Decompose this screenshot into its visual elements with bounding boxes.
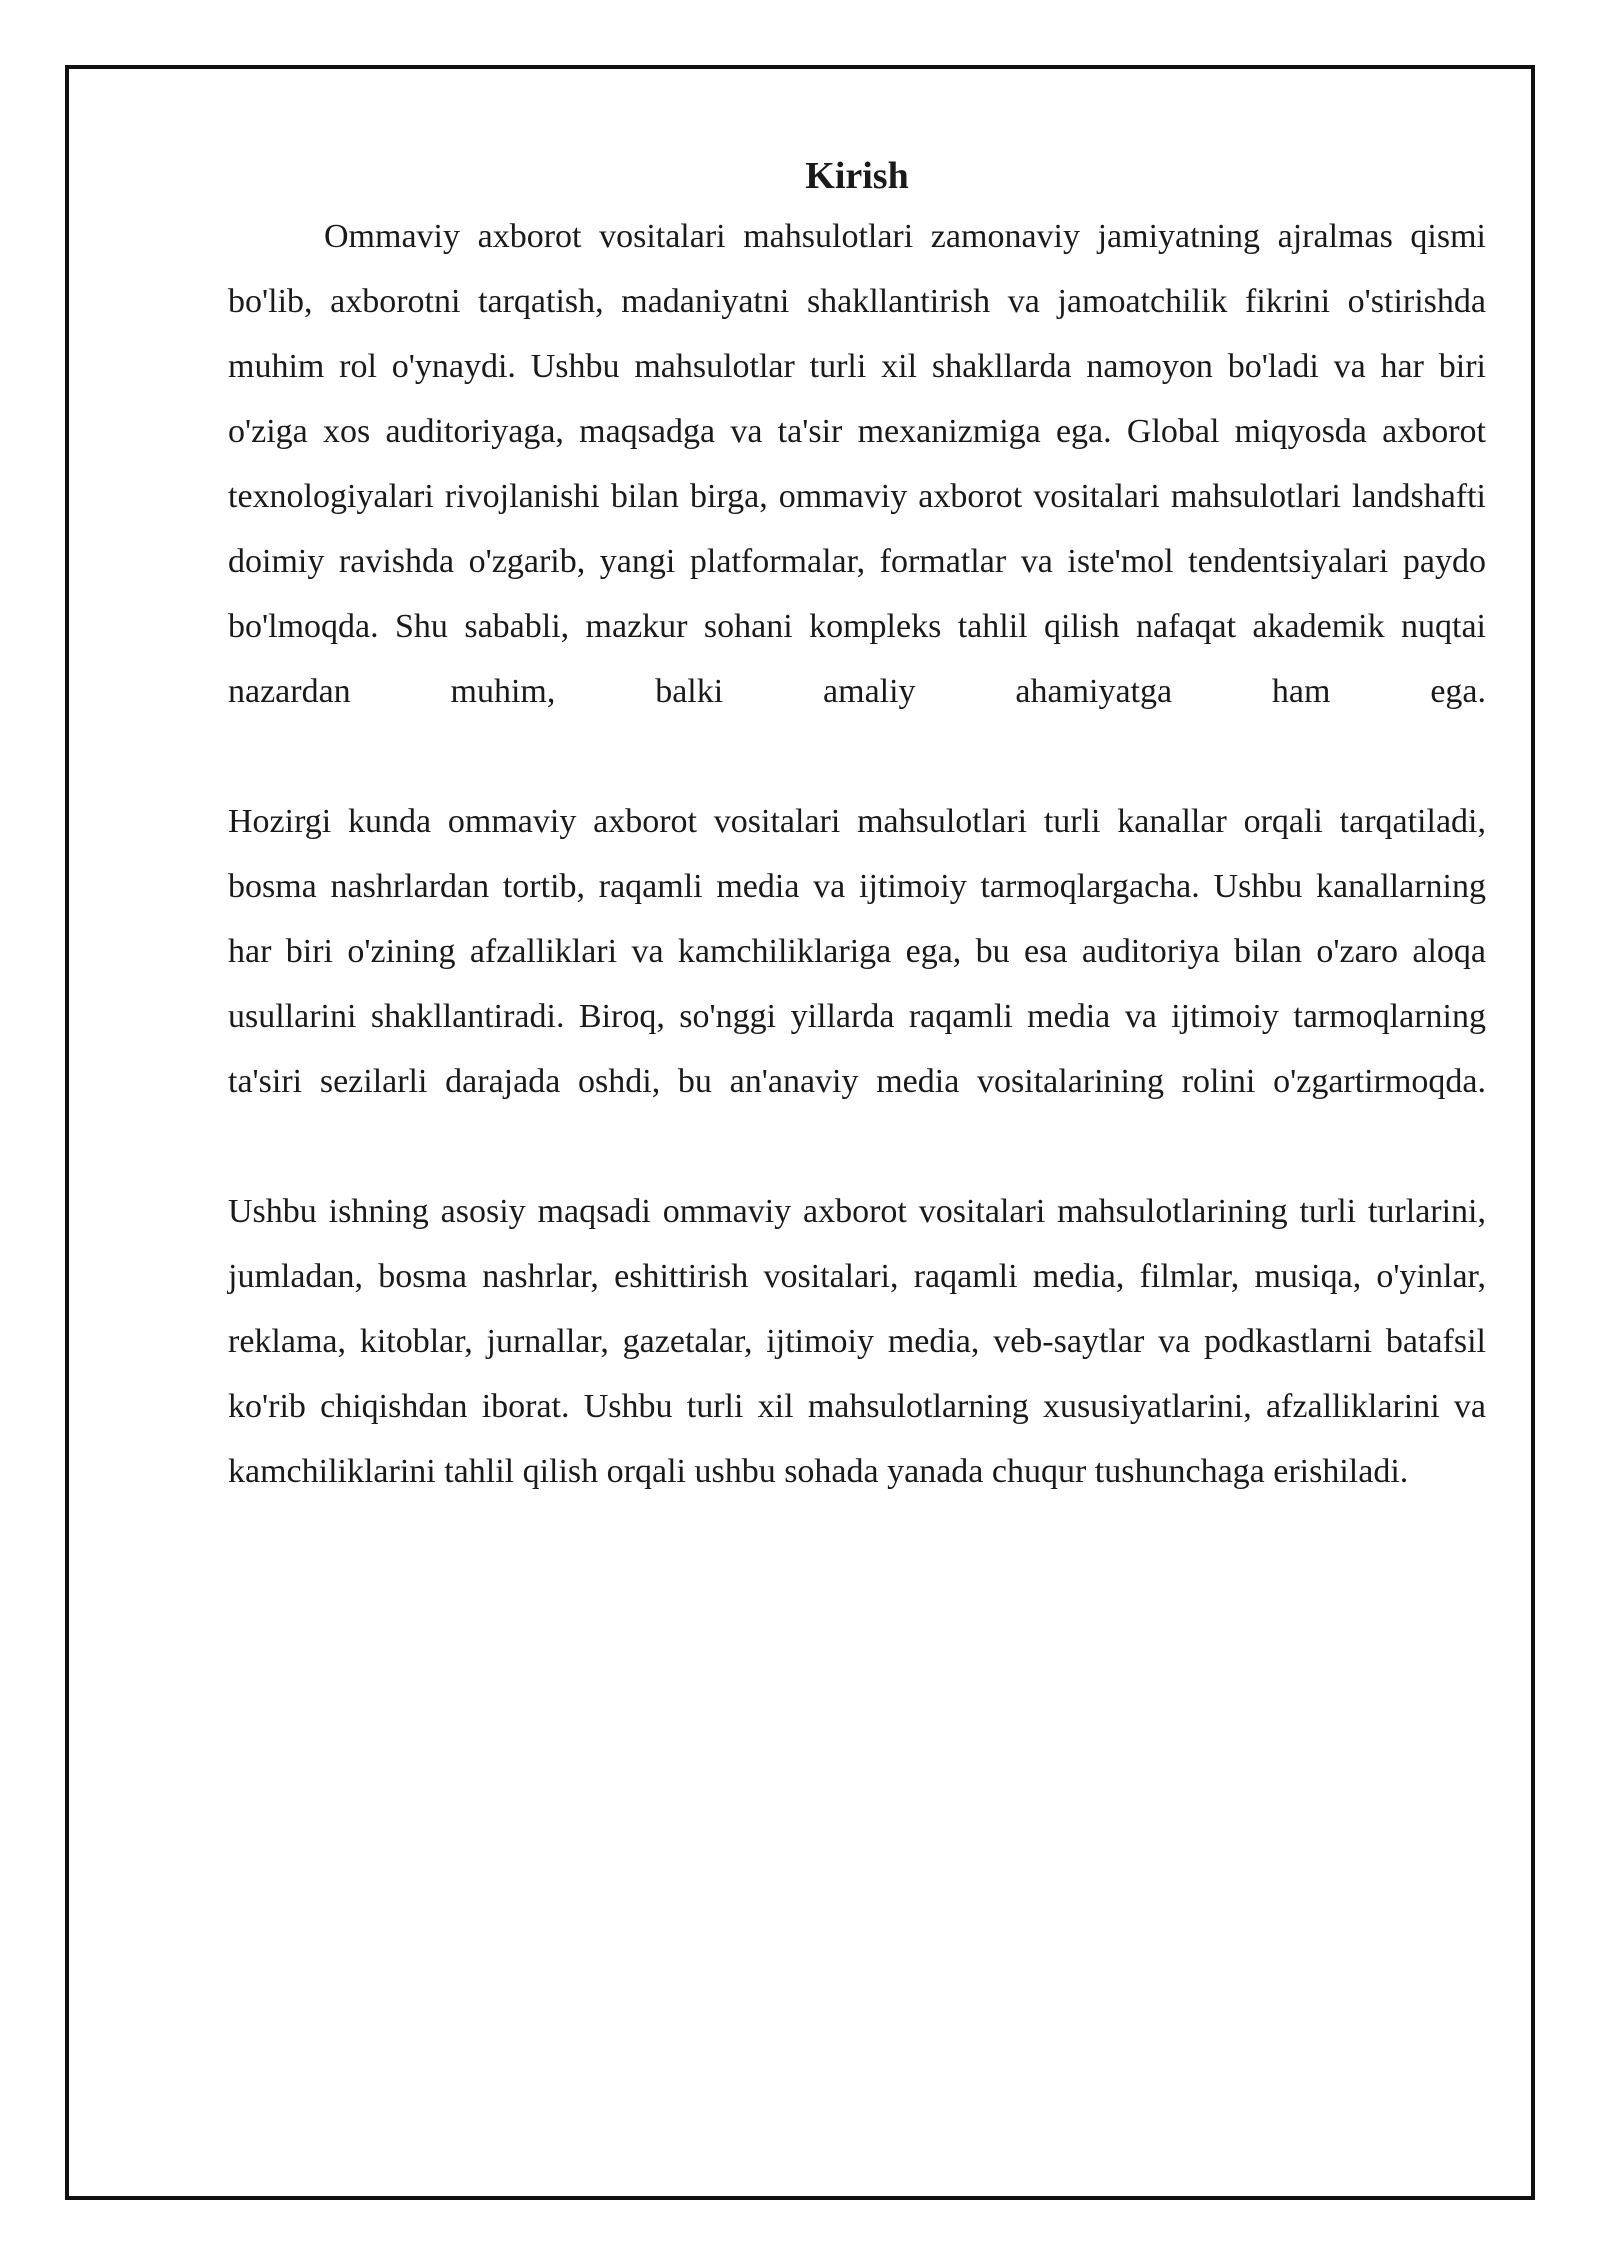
paragraph-spacer xyxy=(228,1114,1486,1179)
paragraph-1: Ommaviy axborot vositalari mahsulotlari zamonaviy jamiyatning ajralmas qismi bo'lib, axborotni tarqatish, madaniyatni shakllantirish va jamoatchilik fikrini o'stirishda muhim rol o'ynaydi. Ushbu mahsulotlar turli xil shakllarda namoyon bo'ladi va har biri o'ziga xos auditoriyaga, maqsadga va ta'sir mexanizmiga ega. Global miqyosda axborot texnologiyalari rivojlanishi bilan birga, ommaviy axborot vositalari mahsulotlari landshafti doimiy ravishda o'zgarib, yangi platformalar, formatlar va iste'mol tendentsiyalari paydo bo'lmoqda. Shu sababli, mazkur sohani kompleks tahlil qilish nafaqat akademik nuqtai nazardan muhim, balki amaliy ahamiyatga ham ega. xyxy=(228,218,1486,710)
paragraph-3: Ushbu ishning asosiy maqsadi ommaviy axborot vositalari mahsulotlarining turli turlarini, jumladan, bosma nashrlar, eshittirish vositalari, raqamli media, filmlar, musiqa, o'yinlar, reklama, kitoblar, jurnallar, gazetalar, ijtimoiy media, veb-saytlar va podkastlarni batafsil ko'rib chiqishdan iborat. Ushbu turli xil mahsulotlarning xususiyatlarini, afzalliklarini va kamchiliklarini tahlil qilish orqali ushbu sohada yanada chuqur tushunchaga erishiladi. xyxy=(228,1193,1486,1490)
paragraph-2: Hozirgi kunda ommaviy axborot vositalari mahsulotlari turli kanallar orqali tarqatiladi, bosma nashrlardan tortib, raqamli media va ijtimoiy tarmoqlargacha. Ushbu kanallarning har biri o'zining afzalliklari va kamchiliklariga ega, bu esa auditoriya bilan o'zaro aloqa usullarini shakllantiradi. Biroq, so'nggi yillarda raqamli media va ijtimoiy tarmoqlarning ta'siri sezilarli darajada oshdi, bu an'anaviy media vositalarining rolini o'zgartirmoqda. xyxy=(228,803,1486,1100)
document-title: Kirish xyxy=(805,155,909,197)
paragraph-spacer xyxy=(228,724,1486,789)
document-body xyxy=(228,148,1486,1504)
